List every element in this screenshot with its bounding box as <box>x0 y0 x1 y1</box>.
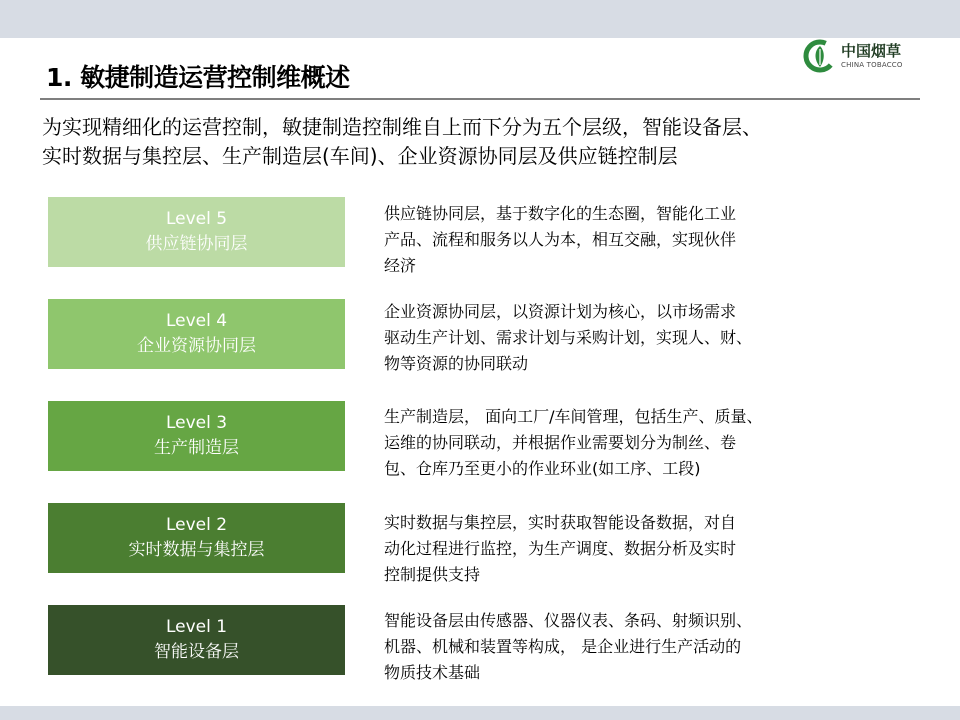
description-line: 供应链协同层，基于数字化的生态圈，智能化工业 <box>384 204 737 223</box>
level-4-box <box>48 299 345 369</box>
description-line: 驱动生产计划、需求计划与采购计划，实现人、财、 <box>384 328 753 347</box>
level-number: Level 1 <box>165 617 228 637</box>
level-4-description <box>384 299 864 377</box>
intro-line: 为实现精细化的运营控制，敏捷制造控制维自上而下分为五个层级，智能设备层、 <box>42 115 762 139</box>
level-name: 智能设备层 <box>154 642 239 662</box>
level-5-box <box>48 197 345 267</box>
level-2-description <box>384 510 864 588</box>
level-1-box <box>48 605 345 675</box>
description-line: 动化过程进行监控，为生产调度、数据分析及实时 <box>384 539 737 558</box>
level-3-box <box>48 401 345 471</box>
description-line: 产品、流程和服务以人为本，相互交融，实现伙伴 <box>384 230 737 249</box>
logo-text-en: CHINA TOBACCO <box>841 61 903 69</box>
level-number: Level 4 <box>165 311 228 331</box>
description-line: 企业资源协同层，以资源计划为核心，以市场需求 <box>384 302 737 321</box>
logo-text-cn: 中国烟草 <box>841 42 902 60</box>
description-line: 运维的协同联动，并根据作业需要划分为制丝、卷 <box>384 433 737 452</box>
level-number: Level 2 <box>165 515 228 535</box>
description-line: 经济 <box>384 256 417 275</box>
page-title: 1. 敏捷制造运营控制维概述 <box>46 63 350 92</box>
intro-paragraph <box>42 113 922 171</box>
level-5-description <box>384 201 864 279</box>
description-line: 实时数据与集控层，实时获取智能设备数据，对自 <box>384 513 737 532</box>
description-line: 包、仓库乃至更小的作业环业(如工序、工段) <box>384 459 701 478</box>
description-line: 智能设备层由传感器、仪器仪表、条码、射频识别、 <box>384 611 753 630</box>
description-line: 物等资源的协同联动 <box>384 354 529 373</box>
footer-band <box>0 706 960 720</box>
level-name: 实时数据与集控层 <box>128 540 265 560</box>
description-line: 控制提供支持 <box>384 565 481 584</box>
level-name: 生产制造层 <box>154 438 239 458</box>
level-1-description <box>384 608 864 686</box>
level-name: 供应链协同层 <box>145 234 248 254</box>
header-band <box>0 0 960 38</box>
title-divider <box>40 98 920 100</box>
level-3-description <box>384 404 864 482</box>
level-number: Level 5 <box>165 209 228 229</box>
china-tobacco-logo <box>803 38 923 78</box>
level-number: Level 3 <box>165 413 228 433</box>
description-line: 物质技术基础 <box>384 663 481 682</box>
description-line: 生产制造层， 面向工厂/车间管理，包括生产、质量、 <box>384 407 763 426</box>
level-2-box <box>48 503 345 573</box>
tobacco-leaf-icon <box>803 38 837 74</box>
description-line: 机器、机械和装置等构成， 是企业进行生产活动的 <box>384 637 742 656</box>
intro-line: 实时数据与集控层、生产制造层(车间)、企业资源协同层及供应链控制层 <box>42 144 678 168</box>
level-name: 企业资源协同层 <box>137 336 256 356</box>
